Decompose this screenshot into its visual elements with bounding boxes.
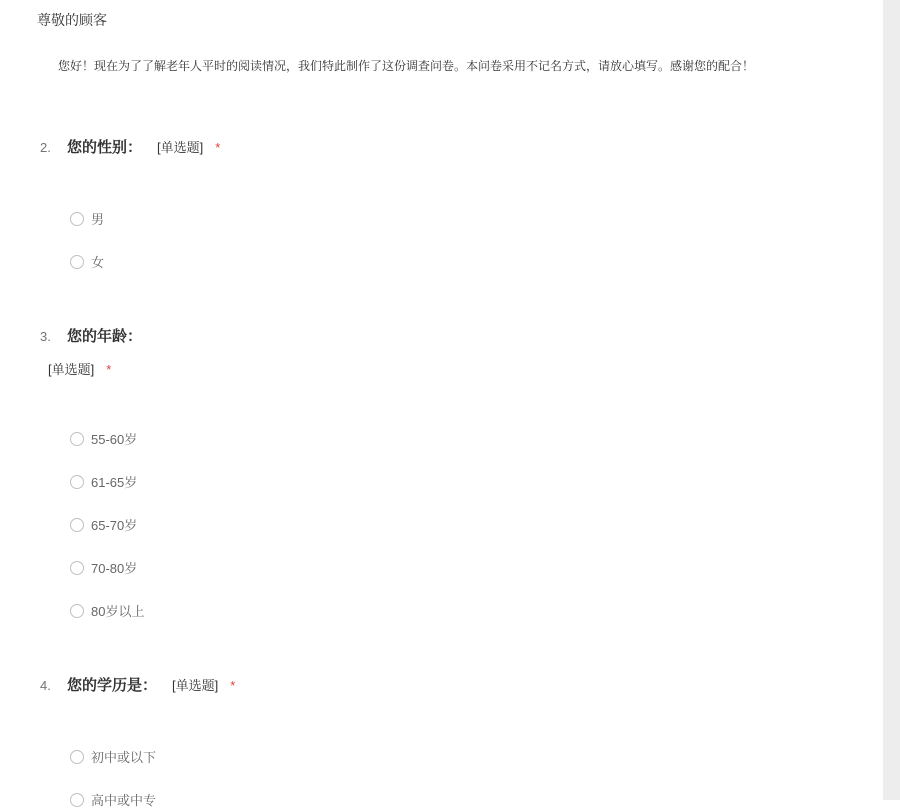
radio-option-label: 80岁以上 — [91, 604, 145, 619]
question-block — [37, 675, 883, 808]
radio-button-icon[interactable] — [70, 255, 84, 269]
radio-option-label: 61-65岁 — [91, 475, 138, 490]
radio-option-label: 女 — [91, 255, 105, 270]
radio-option-label: 65-70岁 — [91, 518, 138, 533]
question-type-label: [单选题] — [172, 678, 219, 693]
radio-button-icon[interactable] — [70, 750, 84, 764]
radio-option[interactable] — [70, 430, 883, 447]
question-block — [37, 137, 883, 270]
radio-option[interactable] — [70, 516, 883, 533]
radio-option-label: 70-80岁 — [91, 561, 138, 576]
question-number: 3. — [40, 329, 51, 344]
radio-option[interactable] — [70, 473, 883, 490]
required-asterisk: * — [230, 678, 236, 693]
question-block — [37, 326, 883, 619]
question-heading — [37, 137, 883, 158]
radio-button-icon[interactable] — [70, 518, 84, 532]
radio-option-label: 初中或以下 — [91, 750, 157, 765]
question-title: 您的年龄： — [67, 328, 143, 345]
radio-option[interactable] — [70, 210, 883, 227]
question-type-label: [单选题] — [157, 140, 204, 155]
radio-option-label: 男 — [91, 212, 105, 227]
question-options — [37, 748, 883, 808]
radio-button-icon[interactable] — [70, 604, 84, 618]
survey-title: 尊敬的顾客 — [37, 12, 107, 28]
radio-option[interactable] — [70, 253, 883, 270]
question-list — [37, 137, 883, 808]
radio-button-icon[interactable] — [70, 475, 84, 489]
required-asterisk: * — [106, 362, 112, 377]
question-title: 您的性别： — [67, 139, 143, 156]
radio-option-label: 高中或中专 — [91, 793, 157, 808]
radio-option[interactable] — [70, 748, 883, 765]
question-number: 2. — [40, 140, 51, 155]
question-number: 4. — [40, 678, 51, 693]
required-asterisk: * — [215, 140, 221, 155]
radio-option[interactable] — [70, 559, 883, 576]
radio-button-icon[interactable] — [70, 432, 84, 446]
survey-intro: 您好！现在为了了解老年人平时的阅读情况，我们特此制作了这份调查问卷。本问卷采用不记名方式，请放心填写。感谢您的配合！ — [58, 59, 755, 73]
question-options — [37, 210, 883, 270]
scrollbar-track[interactable] — [883, 0, 900, 800]
radio-button-icon[interactable] — [70, 561, 84, 575]
radio-option[interactable] — [70, 791, 883, 808]
radio-option[interactable] — [70, 602, 883, 619]
radio-button-icon[interactable] — [70, 793, 84, 807]
question-type-line — [37, 361, 883, 378]
question-title: 您的学历是： — [67, 677, 158, 694]
question-heading — [37, 675, 883, 696]
question-options — [37, 430, 883, 619]
question-heading — [37, 326, 883, 347]
question-type-label: [单选题] — [48, 362, 95, 377]
radio-option-label: 55-60岁 — [91, 432, 138, 447]
radio-button-icon[interactable] — [70, 212, 84, 226]
